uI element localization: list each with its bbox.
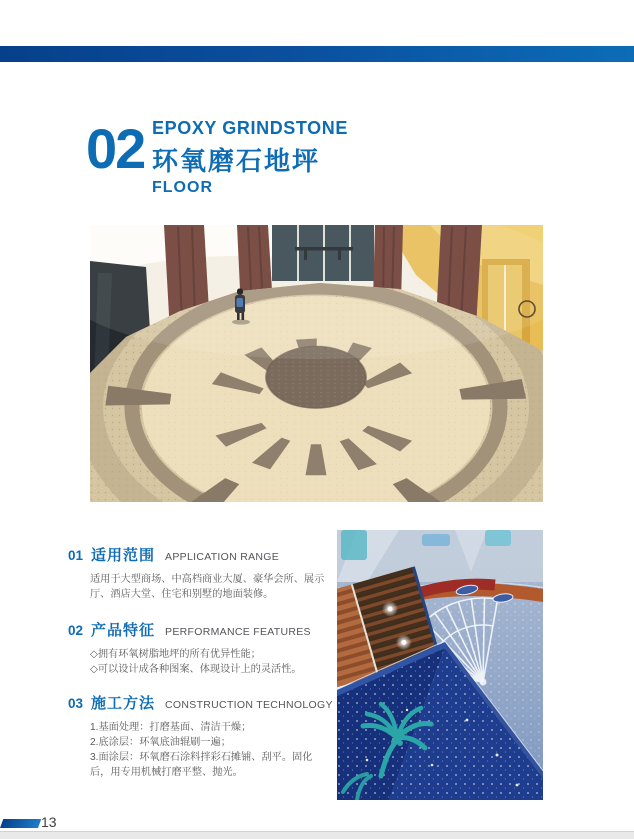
- body-paragraph: 适用于大型商场、中高档商业大厦、豪华会所、展示厅、酒店大堂、住宅和别墅的地面装修。: [90, 574, 325, 600]
- section-body: [90, 647, 328, 677]
- next-page-edge: [0, 831, 634, 839]
- body-paragraph: 2.底涂层：环氧底油辊刷一遍；: [90, 737, 231, 748]
- page-title-subtitle: FLOOR: [152, 179, 213, 196]
- body-paragraph: ◇可以设计成各种图案、体现设计上的灵活性。: [90, 664, 302, 675]
- top-accent-bar: [0, 46, 634, 62]
- section-title-chinese: 施工方法: [91, 695, 156, 712]
- page-number-tab: [0, 819, 41, 828]
- page-title-english: EPOXY GRINDSTONE: [152, 118, 348, 138]
- page-number: 13: [41, 814, 57, 830]
- section-body: [90, 720, 328, 780]
- page-header: [152, 118, 348, 197]
- chapter-number: 02: [86, 117, 145, 180]
- body-paragraph: 1.基面处理：打磨基面、清洁干燥；: [90, 722, 252, 733]
- body-paragraph: ◇拥有环氧树脂地坪的所有优异性能；: [90, 649, 261, 660]
- body-paragraph: 3.面涂层：环氧磨石涂料拌彩石摊铺、刮平。固化后，用专用机械打磨平整、抛光。: [90, 752, 313, 778]
- section-title-english: PERFORMANCE FEATURES: [165, 626, 311, 638]
- section-performance-features: [68, 619, 330, 677]
- section-construction-technology: [68, 692, 333, 780]
- section-application-range: [68, 544, 330, 602]
- page-title-chinese: 环氧磨石地坪: [152, 146, 321, 176]
- section-number: 01: [68, 548, 84, 563]
- section-title-chinese: 产品特征: [91, 622, 156, 639]
- section-body: [90, 572, 328, 602]
- atrium-terrazzo-photo: [90, 225, 543, 502]
- section-title-english: APPLICATION RANGE: [165, 551, 280, 563]
- section-number: 02: [68, 623, 84, 638]
- section-title-chinese: 适用范围: [91, 547, 156, 564]
- section-title-english: CONSTRUCTION TECHNOLOGY: [165, 699, 333, 711]
- section-number: 03: [68, 696, 84, 711]
- blue-terrazzo-photo: [337, 530, 543, 800]
